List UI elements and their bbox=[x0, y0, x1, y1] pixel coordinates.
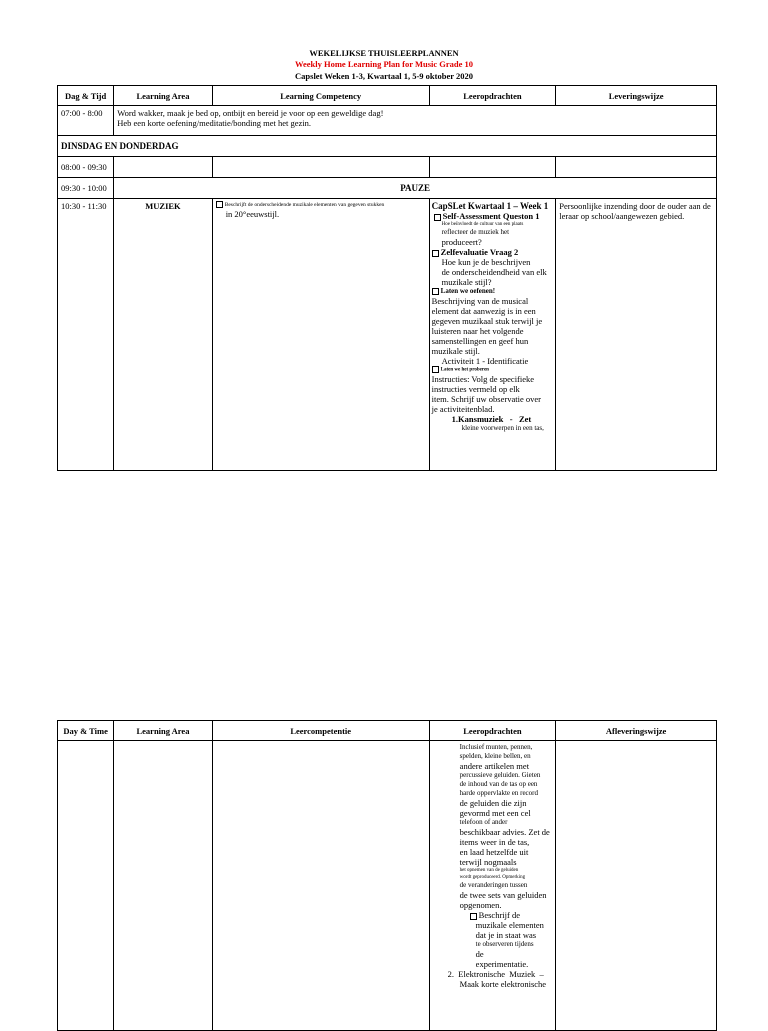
task-line: muzikale stijl. bbox=[431, 346, 480, 356]
task-line: Instructies: Volg de specifieke bbox=[431, 373, 535, 384]
task-line: spelden, kleine bellen, en bbox=[459, 752, 531, 760]
header-leveringswijze: Leveringswijze bbox=[556, 86, 717, 106]
task-line: Hoe beïnvloedt de cultuur van een plaats bbox=[441, 222, 524, 227]
delivery-line: Persoonlijke inzending door de ouder aan de bbox=[559, 201, 711, 211]
empty-cell bbox=[556, 157, 717, 178]
task-line: dat je in staat was bbox=[475, 930, 537, 940]
checkbox-icon bbox=[432, 288, 439, 295]
task-line: Beschrijving van de musical bbox=[431, 296, 529, 306]
document-title: WEKELIJKSE THUISLEERPLANNEN bbox=[309, 48, 459, 58]
table-row bbox=[58, 199, 717, 471]
task-line: te observeren tijdens bbox=[475, 940, 534, 948]
empty-cell bbox=[212, 741, 429, 1031]
task-line: kleine voorwerpen in een tas, bbox=[461, 423, 544, 432]
task-line: het opnemen van de geluiden bbox=[459, 868, 519, 873]
morning-routine-line: Heb een korte oefening/meditatie/bonding met het gezin. bbox=[117, 118, 312, 128]
day-label-row bbox=[58, 136, 717, 157]
checkbox-icon bbox=[434, 214, 441, 221]
task-line: harde oppervlakte en record bbox=[459, 789, 538, 797]
task-line: muzikale stijl? bbox=[441, 277, 492, 287]
task-line: Hoe kun je de beschrijven bbox=[441, 257, 531, 267]
task-line: percussieve geluiden. Gieten bbox=[459, 771, 541, 779]
header-learning-competency: Learning Competency bbox=[212, 86, 429, 106]
tasks-cell bbox=[429, 741, 556, 1031]
self-evaluation-label: Zelfevaluatie Vraag 2 bbox=[440, 247, 519, 257]
time-cell: 10:30 - 11:30 bbox=[58, 199, 114, 471]
task-lines bbox=[460, 743, 556, 910]
lets-practice-label: Laten we oefenen! bbox=[440, 287, 496, 295]
self-assessment-label: Self-Assessment Queston 1 bbox=[442, 211, 540, 221]
task-line: reflecteer de muziek het bbox=[441, 228, 510, 236]
header-learning-area: Learning Area bbox=[114, 721, 212, 741]
morning-routine-cell bbox=[114, 106, 717, 136]
header-leeropdrachten: Leeropdrachten bbox=[429, 721, 556, 741]
task-line: andere artikelen met bbox=[459, 761, 530, 771]
task-line: terwijl nogmaals bbox=[459, 857, 517, 867]
table-row bbox=[58, 741, 717, 1031]
task-line: Beschrijf de bbox=[478, 910, 520, 920]
header-learning-area: Learning Area bbox=[114, 86, 212, 106]
learning-area-cell: MUZIEK bbox=[114, 199, 212, 471]
table-row bbox=[58, 157, 717, 178]
task-line: je activiteitenblad. bbox=[431, 403, 495, 414]
competency-text: Beschrijft de onderscheidende muzikale elementen van gegeven stukken bbox=[224, 201, 385, 208]
header-leercompetentie: Leercompetentie bbox=[212, 721, 429, 741]
task-item: 1.Kansmuziek - Zet bbox=[451, 413, 532, 424]
task-line: wordt geproduceerd. Opmerking bbox=[459, 875, 526, 880]
tasks-cell bbox=[429, 199, 556, 471]
task-line: gegeven muzikaal stuk terwijl je bbox=[431, 316, 543, 326]
time-cell: 08:00 - 09:30 bbox=[58, 157, 114, 178]
checkbox-icon bbox=[432, 250, 439, 257]
task-line: telefoon of ander bbox=[459, 818, 508, 826]
task-line: muzikale elementen bbox=[475, 920, 544, 930]
empty-cell bbox=[429, 157, 556, 178]
empty-cell bbox=[58, 741, 114, 1031]
learning-plan-table bbox=[57, 85, 717, 471]
delivery-line: leraar op school/aangewezen gebied. bbox=[559, 211, 685, 221]
competency-cell bbox=[212, 199, 429, 471]
task-line: gevormd met een cel bbox=[459, 808, 531, 818]
empty-cell bbox=[114, 741, 212, 1031]
task-line: instructies vermeld op elk bbox=[431, 383, 520, 394]
task-line: en laad hetzelfde uit bbox=[459, 847, 529, 857]
task-line: de inhoud van de tas op een bbox=[459, 780, 538, 788]
document-period: Capslet Weken 1-3, Kwartaal 1, 5-9 oktober 2020 bbox=[295, 71, 473, 81]
checkbox-icon bbox=[470, 913, 477, 920]
task-line: samenstellingen en geef hun bbox=[431, 336, 529, 346]
header-afleveringswijze: Afleveringswijze bbox=[556, 721, 717, 741]
empty-cell bbox=[114, 157, 212, 178]
checkbox-icon bbox=[216, 201, 223, 208]
time-cell: 09:30 - 10:00 bbox=[58, 178, 114, 199]
task-line: luisteren naar het volgende bbox=[431, 326, 524, 336]
header-leeropdrachten: Leeropdrachten bbox=[429, 86, 556, 106]
competency-text: in 20°eeuwstijl. bbox=[225, 208, 280, 219]
table-row bbox=[58, 106, 717, 136]
tasks-title: CapSLet Kwartaal 1 – Week 1 bbox=[431, 201, 549, 211]
break-label: PAUZE bbox=[114, 178, 717, 199]
day-label: DINSDAG EN DONDERDAG bbox=[58, 136, 717, 157]
task-line: Inclusief munten, pennen, bbox=[459, 743, 533, 751]
task-line: item. Schrijf uw observatie over bbox=[431, 393, 541, 404]
task-item: 2. Elektronische Muziek – bbox=[447, 969, 544, 979]
empty-cell bbox=[212, 157, 429, 178]
task-line: Maak korte elektronische bbox=[459, 979, 547, 989]
task-line: experimentatie. bbox=[475, 959, 529, 969]
task-line: beschikbaar advies. Zet de bbox=[459, 827, 550, 837]
task-line: items weer in de tas, bbox=[459, 837, 530, 847]
header-day-time: Dag & Tijd bbox=[58, 86, 114, 106]
break-row bbox=[58, 178, 717, 199]
table-header-row bbox=[58, 721, 717, 741]
checkbox-icon bbox=[432, 366, 439, 373]
delivery-cell bbox=[556, 199, 717, 471]
task-line: produceert? bbox=[441, 237, 482, 247]
task-line: de twee sets van geluiden bbox=[459, 890, 547, 900]
morning-routine-line: Word wakker, maak je bed op, ontbijt en bereid je voor op een geweldige dag! bbox=[117, 108, 384, 118]
task-line: de bbox=[475, 949, 484, 959]
lets-try-label: Laten we het proberen bbox=[440, 367, 489, 373]
header-day-time: Day & Time bbox=[58, 721, 114, 741]
table-header-row bbox=[58, 86, 717, 106]
task-line: element dat aanwezig is in een bbox=[431, 306, 536, 316]
task-line: de veranderingen tussen bbox=[459, 881, 528, 889]
document-subtitle: Weekly Home Learning Plan for Music Grade 10 bbox=[294, 59, 474, 69]
learning-plan-table-continued bbox=[57, 720, 717, 1031]
empty-cell bbox=[556, 741, 717, 1031]
activity-label: Activiteit 1 - Identificatie bbox=[441, 356, 529, 366]
task-line: opgenomen. bbox=[459, 900, 502, 910]
task-line: de geluiden die zijn bbox=[459, 798, 527, 808]
task-line: de onderscheidendheid van elk bbox=[441, 267, 547, 277]
time-cell: 07:00 - 8:00 bbox=[58, 106, 114, 136]
